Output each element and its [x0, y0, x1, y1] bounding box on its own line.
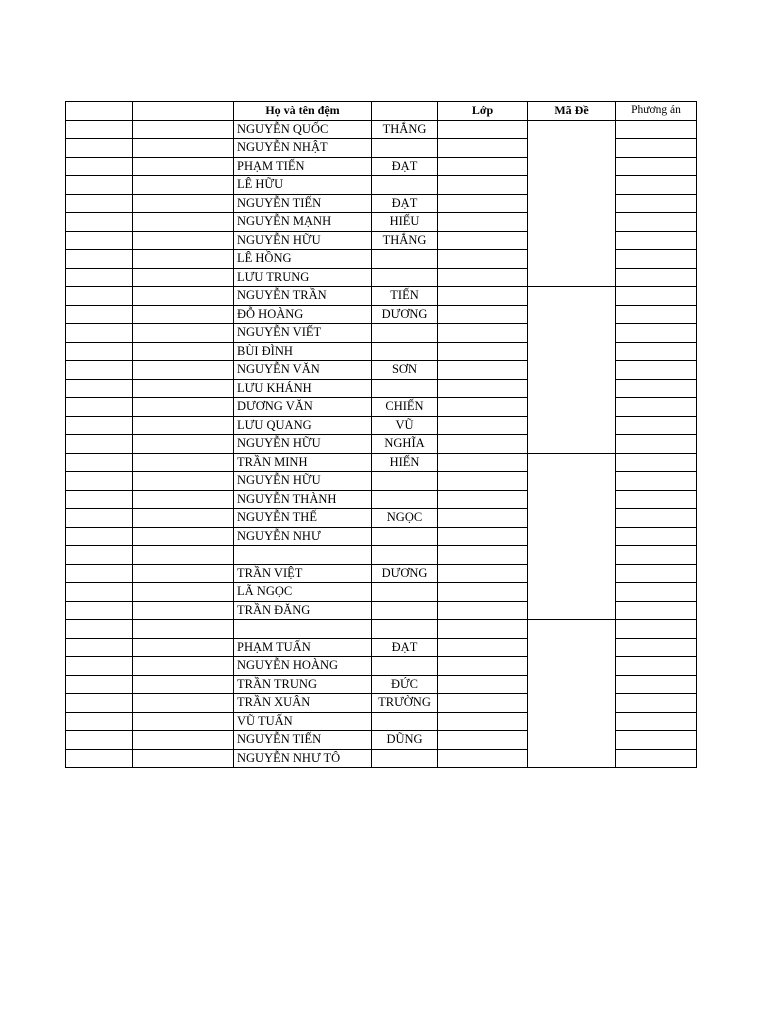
phuong-an-cell [616, 564, 697, 583]
header-phuong-an: Phương án [616, 102, 697, 121]
phuong-an-cell [616, 601, 697, 620]
ho-dem-cell: LƯU KHÁNH [234, 379, 372, 398]
code-cell [133, 509, 234, 528]
lop-cell [438, 638, 528, 657]
phuong-an-cell [616, 120, 697, 139]
lop-cell [438, 416, 528, 435]
code-cell [133, 638, 234, 657]
table-row [66, 120, 697, 139]
ho-dem-cell: NGUYỄN THÀNH [234, 490, 372, 509]
ho-dem-cell: NGUYỄN NHƯ TÔ [234, 749, 372, 768]
code-cell [133, 490, 234, 509]
phuong-an-cell [616, 527, 697, 546]
ho-dem-cell: TRẦN MINH [234, 453, 372, 472]
lop-cell [438, 472, 528, 491]
lop-cell [438, 287, 528, 306]
phuong-an-cell [616, 250, 697, 269]
ho-dem-cell: DƯƠNG VĂN [234, 398, 372, 417]
ten-cell [372, 342, 438, 361]
code-cell [133, 398, 234, 417]
lop-cell [438, 305, 528, 324]
phuong-an-cell [616, 546, 697, 565]
stt-cell [66, 213, 133, 232]
stt-cell [66, 342, 133, 361]
ten-cell [372, 527, 438, 546]
lop-cell [438, 712, 528, 731]
lop-cell [438, 250, 528, 269]
header-col2 [133, 102, 234, 121]
ho-dem-cell: PHẠM TUẤN [234, 638, 372, 657]
ho-dem-cell: NGUYỄN VIẾT [234, 324, 372, 343]
lop-cell [438, 527, 528, 546]
table-row [66, 287, 697, 306]
ho-dem-cell: NGUYỄN THẾ [234, 509, 372, 528]
phuong-an-cell [616, 213, 697, 232]
ho-dem-cell: NGUYỄN TIẾN [234, 194, 372, 213]
code-cell [133, 601, 234, 620]
ten-cell: NGHĨA [372, 435, 438, 454]
code-cell [133, 342, 234, 361]
stt-cell [66, 287, 133, 306]
ten-cell: DŨNG [372, 731, 438, 750]
stt-cell [66, 416, 133, 435]
code-cell [133, 287, 234, 306]
stt-cell [66, 120, 133, 139]
code-cell [133, 305, 234, 324]
phuong-an-cell [616, 416, 697, 435]
code-cell [133, 194, 234, 213]
ten-cell [372, 583, 438, 602]
ho-dem-cell: LÊ HỮU [234, 176, 372, 195]
stt-cell [66, 361, 133, 380]
ten-cell: ĐẠT [372, 194, 438, 213]
student-list-table [65, 101, 697, 768]
lop-cell [438, 231, 528, 250]
ten-cell [372, 379, 438, 398]
lop-cell [438, 694, 528, 713]
ten-cell [372, 139, 438, 158]
phuong-an-cell [616, 342, 697, 361]
code-cell [133, 379, 234, 398]
ten-cell [372, 749, 438, 768]
phuong-an-cell [616, 712, 697, 731]
ten-cell [372, 472, 438, 491]
phuong-an-cell [616, 305, 697, 324]
lop-cell [438, 601, 528, 620]
code-cell [133, 176, 234, 195]
header-col1 [66, 102, 133, 121]
ho-dem-cell: NGUYỄN TRẦN [234, 287, 372, 306]
code-cell [133, 268, 234, 287]
stt-cell [66, 694, 133, 713]
lop-cell [438, 213, 528, 232]
stt-cell [66, 231, 133, 250]
lop-cell [438, 453, 528, 472]
ten-cell: SƠN [372, 361, 438, 380]
ho-dem-cell: NGUYỄN HOÀNG [234, 657, 372, 676]
ho-dem-cell: TRẦN ĐĂNG [234, 601, 372, 620]
ho-dem-cell: NGUYỄN HỮU [234, 231, 372, 250]
lop-cell [438, 675, 528, 694]
phuong-an-cell [616, 583, 697, 602]
stt-cell [66, 601, 133, 620]
ten-cell [372, 601, 438, 620]
stt-cell [66, 305, 133, 324]
stt-cell [66, 435, 133, 454]
phuong-an-cell [616, 176, 697, 195]
ten-cell: THẮNG [372, 120, 438, 139]
code-cell [133, 694, 234, 713]
ho-dem-cell: NGUYỄN TIẾN [234, 731, 372, 750]
code-cell [133, 564, 234, 583]
lop-cell [438, 324, 528, 343]
table-row [66, 453, 697, 472]
ho-dem-cell [234, 620, 372, 639]
lop-cell [438, 657, 528, 676]
code-cell [133, 250, 234, 269]
table-row [66, 620, 697, 639]
ma-de-cell [528, 120, 616, 287]
ho-dem-cell: NGUYỄN VĂN [234, 361, 372, 380]
phuong-an-cell [616, 398, 697, 417]
header-ho-va-ten-dem: Họ và tên đệm [234, 102, 372, 121]
phuong-an-cell [616, 361, 697, 380]
lop-cell [438, 749, 528, 768]
lop-cell [438, 379, 528, 398]
lop-cell [438, 731, 528, 750]
code-cell [133, 712, 234, 731]
ho-dem-cell [234, 546, 372, 565]
code-cell [133, 472, 234, 491]
phuong-an-cell [616, 472, 697, 491]
ten-cell [372, 490, 438, 509]
header-ten [372, 102, 438, 121]
phuong-an-cell [616, 694, 697, 713]
ho-dem-cell: NGUYỄN HỮU [234, 435, 372, 454]
ho-dem-cell: TRẦN TRUNG [234, 675, 372, 694]
phuong-an-cell [616, 509, 697, 528]
ten-cell: TRƯỜNG [372, 694, 438, 713]
ten-cell [372, 250, 438, 269]
lop-cell [438, 157, 528, 176]
phuong-an-cell [616, 620, 697, 639]
ma-de-cell [528, 453, 616, 620]
code-cell [133, 657, 234, 676]
ten-cell: TIẾN [372, 287, 438, 306]
code-cell [133, 583, 234, 602]
stt-cell [66, 490, 133, 509]
stt-cell [66, 379, 133, 398]
code-cell [133, 749, 234, 768]
lop-cell [438, 564, 528, 583]
ten-cell [372, 657, 438, 676]
ten-cell [372, 712, 438, 731]
ho-dem-cell: LÊ HỒNG [234, 250, 372, 269]
lop-cell [438, 194, 528, 213]
stt-cell [66, 638, 133, 657]
lop-cell [438, 620, 528, 639]
ten-cell: ĐẠT [372, 157, 438, 176]
phuong-an-cell [616, 453, 697, 472]
code-cell [133, 453, 234, 472]
stt-cell [66, 583, 133, 602]
ten-cell: NGỌC [372, 509, 438, 528]
stt-cell [66, 157, 133, 176]
lop-cell [438, 583, 528, 602]
ho-dem-cell: VŨ TUẤN [234, 712, 372, 731]
stt-cell [66, 139, 133, 158]
ho-dem-cell: NGUYỄN NHƯ [234, 527, 372, 546]
phuong-an-cell [616, 379, 697, 398]
lop-cell [438, 361, 528, 380]
stt-cell [66, 398, 133, 417]
ten-cell [372, 268, 438, 287]
stt-cell [66, 324, 133, 343]
ho-dem-cell: TRẦN VIỆT [234, 564, 372, 583]
lop-cell [438, 120, 528, 139]
header-ma-de: Mã Đề [528, 102, 616, 121]
ten-cell [372, 176, 438, 195]
stt-cell [66, 657, 133, 676]
stt-cell [66, 620, 133, 639]
stt-cell [66, 176, 133, 195]
code-cell [133, 231, 234, 250]
ho-dem-cell: BÙI ĐÌNH [234, 342, 372, 361]
ho-dem-cell: NGUYỄN MẠNH [234, 213, 372, 232]
ten-cell: THẮNG [372, 231, 438, 250]
phuong-an-cell [616, 435, 697, 454]
lop-cell [438, 546, 528, 565]
stt-cell [66, 453, 133, 472]
ten-cell: VŨ [372, 416, 438, 435]
stt-cell [66, 731, 133, 750]
ho-dem-cell: ĐỖ HOÀNG [234, 305, 372, 324]
phuong-an-cell [616, 638, 697, 657]
ho-dem-cell: LƯU TRUNG [234, 268, 372, 287]
phuong-an-cell [616, 287, 697, 306]
phuong-an-cell [616, 657, 697, 676]
ho-dem-cell: NGUYỄN QUỐC [234, 120, 372, 139]
lop-cell [438, 342, 528, 361]
stt-cell [66, 527, 133, 546]
lop-cell [438, 509, 528, 528]
ten-cell: ĐẠT [372, 638, 438, 657]
header-row [66, 102, 697, 121]
code-cell [133, 731, 234, 750]
ho-dem-cell: NGUYỄN NHẬT [234, 139, 372, 158]
ten-cell [372, 324, 438, 343]
stt-cell [66, 268, 133, 287]
code-cell [133, 157, 234, 176]
code-cell [133, 361, 234, 380]
code-cell [133, 620, 234, 639]
stt-cell [66, 509, 133, 528]
stt-cell [66, 712, 133, 731]
lop-cell [438, 435, 528, 454]
code-cell [133, 435, 234, 454]
ho-dem-cell: LƯU QUANG [234, 416, 372, 435]
stt-cell [66, 194, 133, 213]
code-cell [133, 139, 234, 158]
code-cell [133, 416, 234, 435]
code-cell [133, 324, 234, 343]
stt-cell [66, 564, 133, 583]
ho-dem-cell: PHẠM TIẾN [234, 157, 372, 176]
lop-cell [438, 398, 528, 417]
phuong-an-cell [616, 231, 697, 250]
stt-cell [66, 675, 133, 694]
ten-cell: DƯƠNG [372, 564, 438, 583]
phuong-an-cell [616, 490, 697, 509]
phuong-an-cell [616, 139, 697, 158]
code-cell [133, 120, 234, 139]
stt-cell [66, 250, 133, 269]
lop-cell [438, 490, 528, 509]
lop-cell [438, 268, 528, 287]
ten-cell: HIẾU [372, 213, 438, 232]
code-cell [133, 213, 234, 232]
lop-cell [438, 176, 528, 195]
header-lop: Lớp [438, 102, 528, 121]
code-cell [133, 546, 234, 565]
phuong-an-cell [616, 749, 697, 768]
code-cell [133, 675, 234, 694]
phuong-an-cell [616, 675, 697, 694]
phuong-an-cell [616, 194, 697, 213]
stt-cell [66, 749, 133, 768]
ten-cell [372, 620, 438, 639]
ten-cell: CHIẾN [372, 398, 438, 417]
ho-dem-cell: NGUYỄN HỮU [234, 472, 372, 491]
ten-cell: ĐỨC [372, 675, 438, 694]
ho-dem-cell: TRẦN XUÂN [234, 694, 372, 713]
lop-cell [438, 139, 528, 158]
phuong-an-cell [616, 268, 697, 287]
code-cell [133, 527, 234, 546]
ten-cell: HIẾN [372, 453, 438, 472]
ten-cell [372, 546, 438, 565]
phuong-an-cell [616, 324, 697, 343]
ten-cell: DƯƠNG [372, 305, 438, 324]
phuong-an-cell [616, 731, 697, 750]
stt-cell [66, 546, 133, 565]
ma-de-cell [528, 287, 616, 454]
stt-cell [66, 472, 133, 491]
ho-dem-cell: LÃ NGỌC [234, 583, 372, 602]
phuong-an-cell [616, 157, 697, 176]
ma-de-cell [528, 620, 616, 768]
